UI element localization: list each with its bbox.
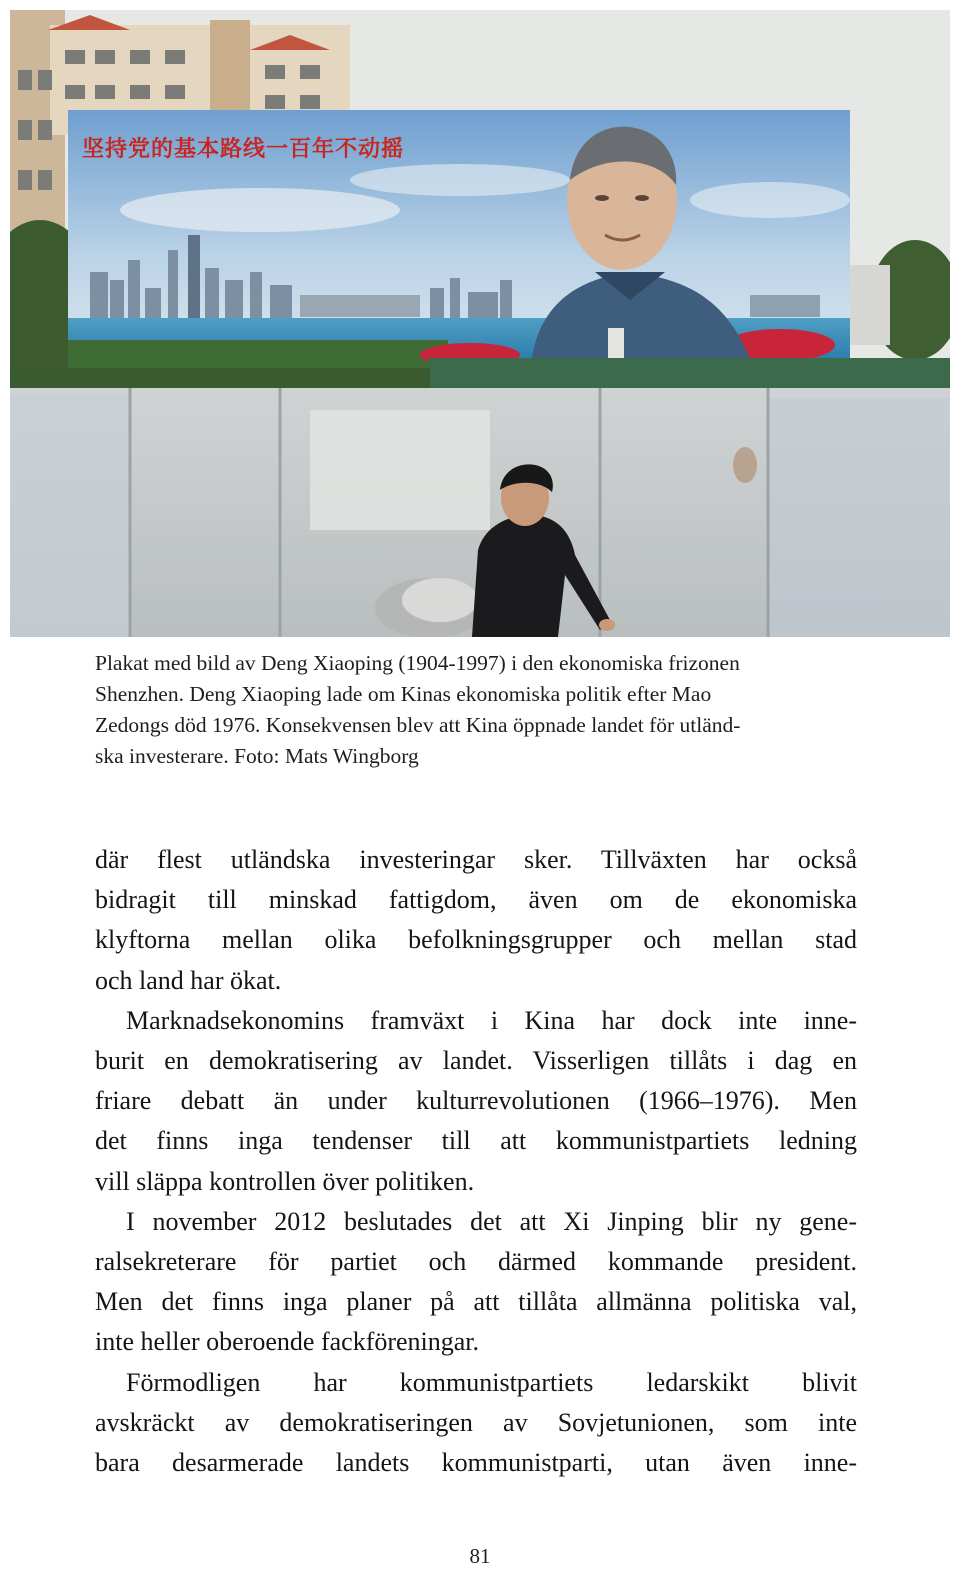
caption-line: Shenzhen. Deng Xiaoping lade om Kinas ekonomiska politik efter Mao [95,682,712,706]
caption-line: ska investerare. Foto: Mats Wingborg [95,744,419,768]
billboard-slogan: 坚持党的基本路线一百年不动摇 [82,137,405,162]
body-line: klyftorna mellan olika befolkningsgrupper och mellan stad [95,925,857,955]
body-line: I november 2012 beslutades det att Xi Jinping blir ny gene- [126,1206,857,1236]
page-number: 81 [469,1544,491,1568]
body-line: och land har ökat. [95,965,282,995]
body-line: avskräckt av demokratiseringen av Sovjetunionen, som inte [95,1407,857,1437]
body-line: bidragit till minskad fattigdom, även om de ekonomiska [95,885,857,915]
body-line: friare debatt än under kulturrevolutionen (1966–1976). Men [95,1086,857,1116]
body-line: inte heller oberoende fackföreningar. [95,1327,480,1357]
caption-line: Plakat med bild av Deng Xiaoping (1904-1997) i den ekonomiska frizonen [95,651,740,675]
photo-scene [10,10,950,637]
body-text [95,840,857,1483]
body-line: vill släppa kontrollen över politiken. [95,1166,475,1196]
photo-deng-xiaoping-billboard [10,10,950,637]
caption-line: Zedongs död 1976. Konsekvensen blev att Kina öppnade landet för utländ- [95,713,741,737]
body-line: burit en demokratisering av landet. Visserligen tillåts i dag en [95,1046,857,1076]
photo-caption [95,648,865,772]
body-line: Förmodligen har kommunistpartiets ledarskikt blivit [126,1367,857,1397]
body-line: Men det finns inga planer på att tillåta allmänna politiska val, [95,1287,857,1317]
green-fence [428,358,950,388]
body-line: det finns inga tendenser till att kommunistpartiets ledning [95,1126,857,1156]
body-line: ralsekreterare för partiet och därmed kommande president. [95,1247,857,1277]
body-line: där flest utländska investeringar sker. Tillväxten har också [95,845,857,874]
body-line: Marknadsekonomins framväxt i Kina har dock inte inne- [126,1005,857,1035]
body-line: bara desarmerade landets kommunistparti, utan även inne- [95,1448,857,1478]
